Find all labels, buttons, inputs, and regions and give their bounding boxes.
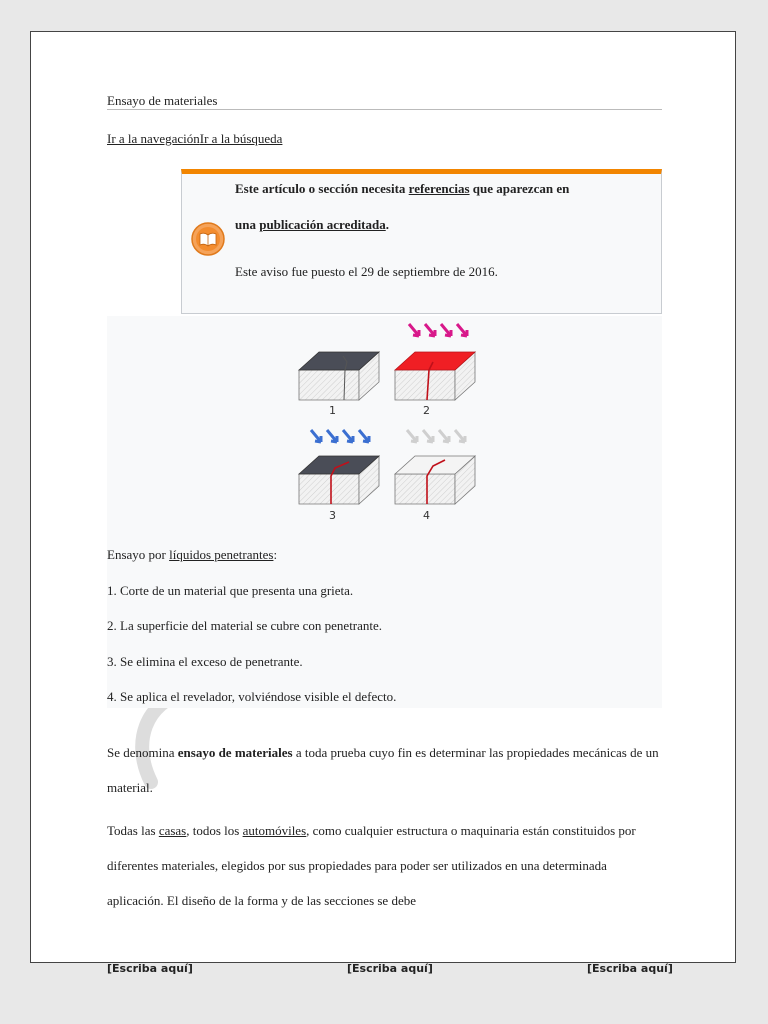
block-label-2: 2 bbox=[423, 404, 430, 417]
link-casas[interactable]: casas bbox=[158, 823, 187, 838]
figure-caption bbox=[107, 546, 662, 724]
footer-right[interactable]: [Escriba aquí] bbox=[587, 962, 673, 975]
nav-links bbox=[107, 130, 282, 148]
penetrant-test-diagram bbox=[287, 316, 487, 526]
article-body bbox=[107, 735, 662, 918]
paragraph-2: Todas las casas, todos los automóviles, como cualquier estructura o maquinaria están constituidos por diferentes materiales, elegidos por sus propiedades para poder ser utilizados en una determinada aplicación. El diseño de la forma y de las secciones se debe bbox=[107, 823, 636, 908]
block-2 bbox=[395, 324, 475, 417]
book-icon bbox=[191, 222, 225, 256]
block-3 bbox=[299, 430, 379, 522]
notice-line-2: una publicación acreditada. bbox=[235, 217, 389, 232]
blue-arrows bbox=[311, 430, 369, 442]
nav-link-search[interactable]: Ir a la búsqueda bbox=[199, 131, 283, 146]
link-automoviles[interactable]: automóviles bbox=[242, 823, 307, 838]
caption-step-3: 3. Se elimina el exceso de penetrante. bbox=[107, 653, 303, 669]
block-1 bbox=[299, 352, 379, 417]
link-referencias[interactable]: referencias bbox=[408, 181, 470, 196]
nav-link-navigation[interactable]: Ir a la navegación bbox=[107, 131, 200, 146]
magenta-arrows bbox=[409, 324, 467, 336]
paragraph-1: Se denomina ensayo de materiales a toda prueba cuyo fin es determinar las propiedades mecánicas de un material. bbox=[107, 745, 659, 795]
notice-line-1: Este artículo o sección necesita referencias que aparezcan en bbox=[235, 181, 570, 196]
references-notice-box bbox=[181, 169, 662, 314]
block-label-4: 4 bbox=[423, 509, 430, 522]
block-4 bbox=[395, 430, 475, 522]
block-label-3: 3 bbox=[329, 509, 336, 522]
caption-step-2: 2. La superficie del material se cubre con penetrante. bbox=[107, 618, 383, 633]
footer-center[interactable]: [Escriba aquí] bbox=[347, 962, 433, 975]
link-publicacion-acreditada[interactable]: publicación acreditada bbox=[259, 217, 386, 232]
notice-text bbox=[235, 180, 645, 281]
figure-block bbox=[107, 316, 662, 708]
link-liquidos-penetrantes[interactable]: líquidos penetrantes bbox=[169, 547, 274, 562]
block-label-1: 1 bbox=[329, 404, 336, 417]
gray-arrows bbox=[407, 430, 465, 442]
caption-step-4: 4. Se aplica el revelador, volviéndose visible el defecto. bbox=[107, 689, 397, 704]
footer-left[interactable]: [Escriba aquí] bbox=[107, 962, 193, 975]
caption-step-1: 1. Corte de un material que presenta una grieta. bbox=[107, 582, 354, 598]
caption-title: Ensayo por líquidos penetrantes: bbox=[107, 547, 278, 562]
document-title: Ensayo de materiales bbox=[107, 92, 662, 110]
document-page bbox=[30, 31, 736, 975]
notice-date: Este aviso fue puesto el 29 de septiembre de 2016. bbox=[235, 264, 498, 279]
